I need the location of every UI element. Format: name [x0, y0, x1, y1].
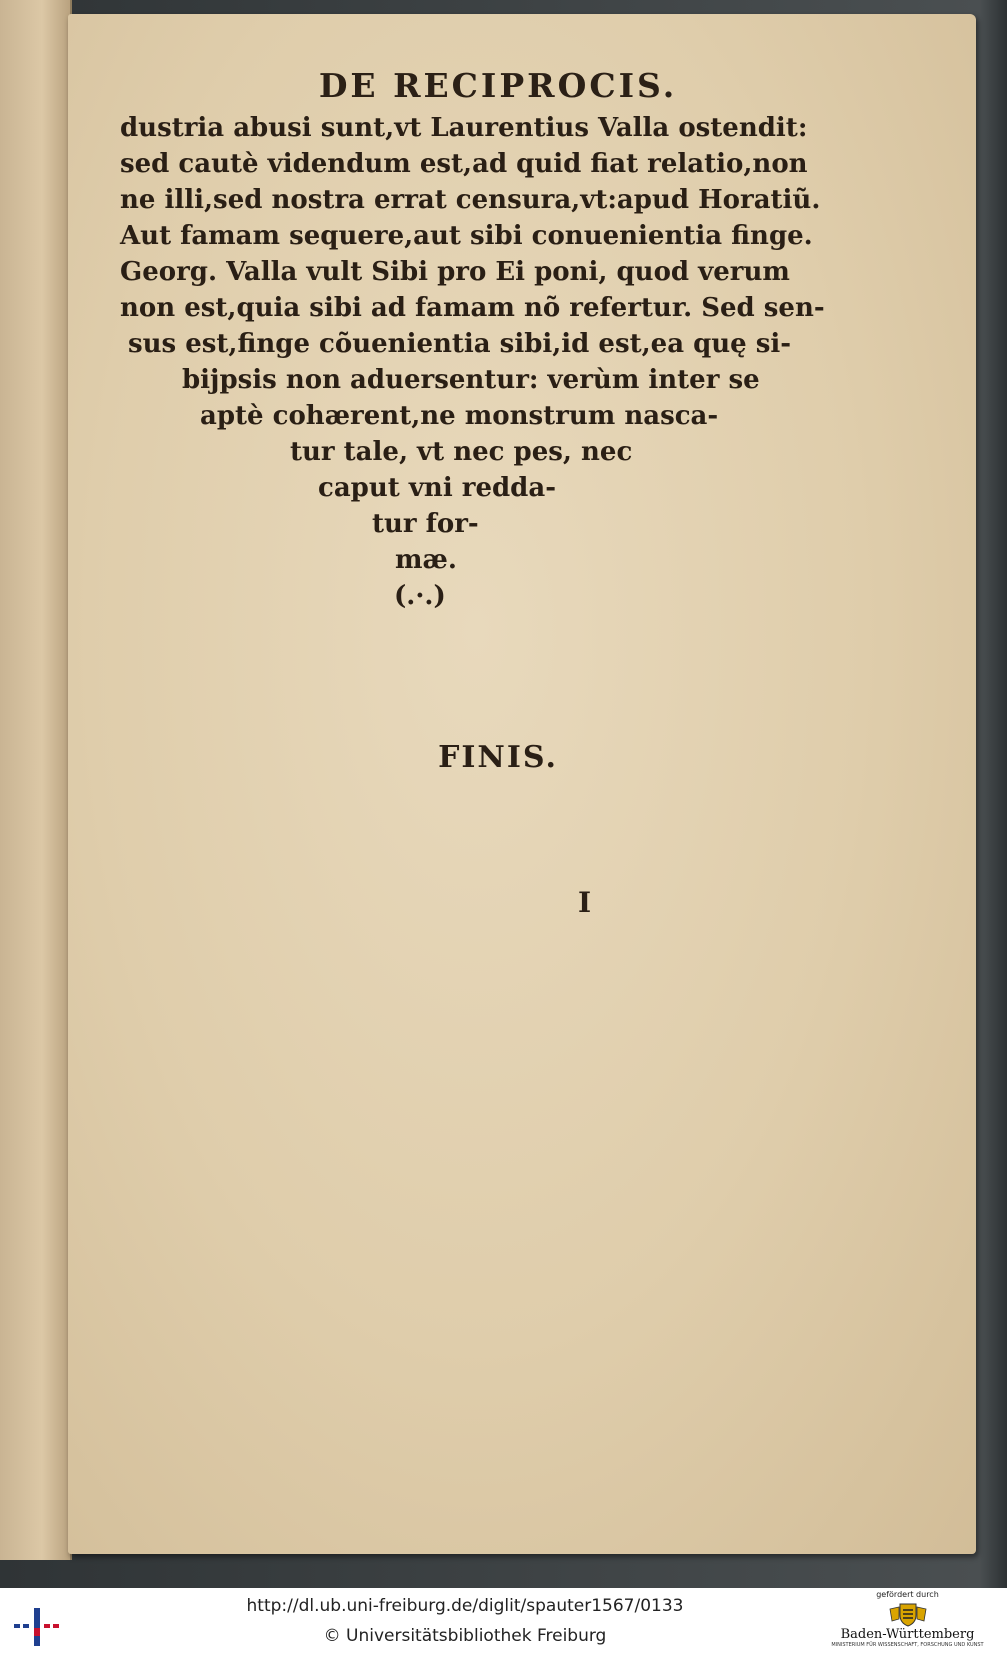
finis-heading: FINIS. [438, 740, 558, 775]
left-page-edge [0, 0, 72, 1560]
sponsor-label: gefördert durch [876, 1590, 939, 1599]
text-line: tur tale, vt nec pes, nec [290, 437, 633, 467]
footer-bar [0, 1588, 1007, 1661]
page-body-text [120, 110, 825, 614]
text-line: dustria abusi sunt,vt Laurentius Valla ostendit: [120, 113, 808, 143]
sponsor-name: Baden-Württemberg [840, 1627, 975, 1642]
text-line: bijpsis non aduersentur: verùm inter se [182, 365, 760, 395]
text-line: tur for- [372, 509, 479, 539]
running-header: DE RECIPROCIS. [318, 66, 678, 105]
book-page [68, 14, 976, 1554]
text-line: sus est,finge cõuenientia sibi,id est,ea quę si- [128, 329, 792, 359]
document-url[interactable]: http://dl.ub.uni-freiburg.de/diglit/spauter1567/0133 [246, 1596, 684, 1616]
text-line: Aut famam sequere,aut sibi conuenientia finge. [120, 221, 813, 251]
signature-mark: I [578, 886, 592, 919]
text-line: non est,quia sibi ad famam nõ refertur. Sed sen- [120, 293, 825, 323]
ub-freiburg-logo-icon [14, 1604, 62, 1646]
fleuron-ornament: (.·.) [394, 581, 446, 611]
baden-wuerttemberg-crest-icon [888, 1601, 928, 1627]
text-line: caput vni redda- [318, 473, 556, 503]
sponsor-subtitle: MINISTERIUM FÜR WISSENSCHAFT, FORSCHUNG UND KUNST [831, 1642, 984, 1648]
text-line: sed cautè videndum est,ad quid fiat relatio,non [120, 149, 808, 179]
text-line: ne illi,sed nostra errat censura,vt:apud Horatiũ. [120, 185, 821, 215]
text-line: mæ. [395, 545, 457, 575]
text-line: Georg. Valla vult Sibi pro Ei poni, quod verum [120, 257, 790, 287]
text-line: aptè cohærent,ne monstrum nasca- [200, 401, 719, 431]
sponsor-block [815, 1590, 1000, 1660]
copyright-notice: © Universitätsbibliothek Freiburg [323, 1626, 607, 1646]
